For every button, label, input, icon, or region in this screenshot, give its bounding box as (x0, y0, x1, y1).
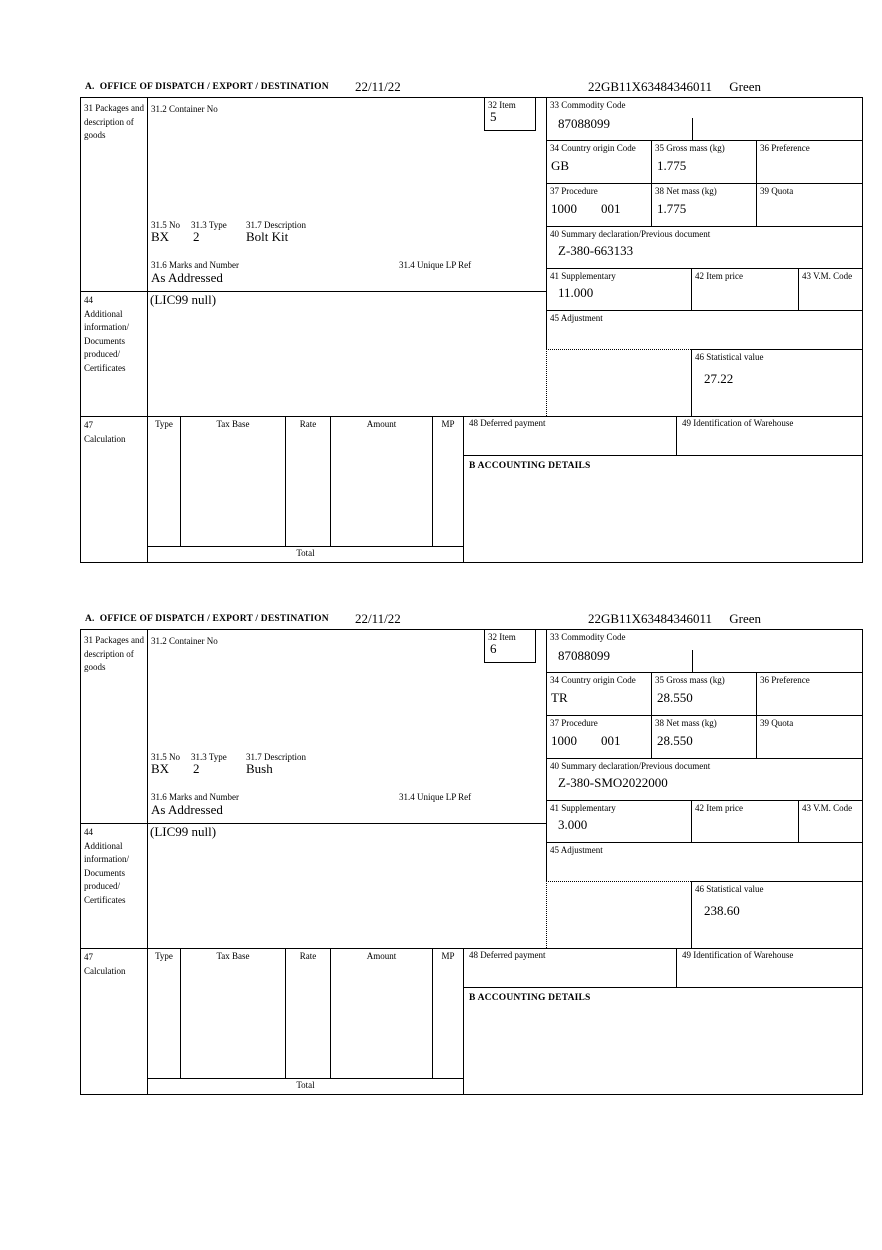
statistical-value: 238.60 (704, 903, 740, 918)
country-origin-value: GB (551, 158, 570, 173)
block-header (80, 78, 863, 97)
supplementary-label: 41 Supplementary (550, 803, 616, 813)
summary-declaration-label: 40 Summary declaration/Previous document (550, 229, 711, 239)
warehouse-id-label: 49 Identification of Warehouse (682, 418, 794, 428)
country-origin-label: 34 Country origin Code (550, 143, 636, 153)
box-47-number: 47 (84, 952, 93, 962)
box-37-procedure (546, 184, 651, 227)
gross-mass-label: 35 Gross mass (kg) (655, 675, 725, 685)
box-44-number: 44 (84, 827, 93, 837)
adjustment-label: 45 Adjustment (550, 313, 603, 323)
calc-column-type (148, 948, 181, 1078)
box-46-statistical-value (691, 881, 862, 948)
procedure-extension-value: 001 (601, 201, 621, 216)
box-43-vm-code (798, 269, 862, 311)
dashed-divider (546, 349, 547, 416)
preference-label: 36 Preference (760, 675, 810, 685)
box-37-procedure (546, 716, 651, 759)
box-35-gross-mass (651, 141, 756, 184)
route-status: Green (729, 79, 761, 94)
box-44-label (84, 294, 144, 375)
procedure-extension-value: 001 (601, 733, 621, 748)
warehouse-id-label: 49 Identification of Warehouse (682, 950, 794, 960)
commodity-code-divider (692, 650, 693, 672)
box-42-item-price (691, 269, 798, 311)
accounting-details-label: B ACCOUNTING DETAILS (469, 993, 591, 1003)
type-column-header: Type (155, 419, 173, 429)
net-mass-value: 28.550 (657, 733, 693, 748)
summary-declaration-label: 40 Summary declaration/Previous document (550, 761, 711, 771)
calculation-total-label: Total (296, 548, 315, 558)
vm-code-label: 43 V.M. Code (802, 803, 853, 813)
box-39-quota (756, 716, 862, 759)
procedure-value: 1000 (551, 733, 577, 748)
calculation-total-label: Total (296, 1080, 315, 1090)
box-41-supplementary (546, 801, 691, 843)
description-label: 31.7 Description (246, 752, 306, 762)
accounting-details-panel (463, 988, 862, 1094)
box-36-preference (756, 141, 862, 184)
box-47-text: Calculation (84, 433, 126, 444)
vm-code-label: 43 V.M. Code (802, 271, 853, 281)
box-42-item-price (691, 801, 798, 843)
box-40-summary-declaration (546, 227, 862, 269)
box-48-deferred-payment (463, 948, 676, 988)
procedure-label: 37 Procedure (550, 186, 598, 196)
marks-value: As Addressed (151, 270, 223, 285)
marks-value: As Addressed (151, 802, 223, 817)
box-44-text: Additional information/ Documents produced/ Certificates (84, 840, 129, 905)
commodity-code-divider (692, 118, 693, 140)
quota-label: 39 Quota (760, 186, 794, 196)
deferred-payment-label: 48 Deferred payment (469, 418, 546, 428)
calc-column-tax-base (181, 948, 286, 1078)
box-41-supplementary (546, 269, 691, 311)
declaration-reference (588, 611, 761, 627)
block-header (80, 610, 863, 629)
type-column-header: Type (155, 951, 173, 961)
box-33-commodity-code (546, 630, 862, 673)
amount-column-header: Amount (366, 419, 397, 429)
package-no-label: 31.5 No (151, 752, 180, 762)
calc-column-amount (331, 948, 433, 1078)
net-mass-label: 38 Net mass (kg) (655, 718, 717, 728)
container-no-label: 31.2 Container No (151, 636, 218, 646)
box-31-label: 31 Packages and description of goods (84, 635, 144, 672)
amount-column-header: Amount (366, 951, 397, 961)
divider (148, 1078, 463, 1079)
box-45-adjustment (546, 843, 862, 881)
calc-column-tax-base (181, 416, 286, 546)
package-no-label: 31.5 No (151, 220, 180, 230)
package-type-value: 2 (193, 229, 200, 244)
goods-description-value: Bolt Kit (246, 229, 289, 244)
item-label: 32 Item (488, 632, 516, 642)
supplementary-label: 41 Supplementary (550, 271, 616, 281)
box-38-net-mass (651, 716, 756, 759)
mrn-number: 22GB11X63484346011 (588, 79, 712, 94)
box-38-net-mass (651, 184, 756, 227)
calc-column-mp (433, 948, 463, 1078)
package-type-label: 31.3 Type (191, 752, 227, 762)
sad-form (80, 629, 863, 1095)
package-type-label: 31.3 Type (191, 220, 227, 230)
tax-base-column-header: Tax Base (216, 951, 250, 961)
calc-column-mp (433, 416, 463, 546)
deferred-payment-label: 48 Deferred payment (469, 950, 546, 960)
box-34-country-origin (546, 673, 651, 716)
net-mass-value: 1.775 (657, 201, 687, 216)
declaration-item-block (80, 78, 863, 564)
additional-info-value: (LIC99 null) (150, 824, 217, 839)
box-35-gross-mass (651, 673, 756, 716)
unique-lp-ref-label: 31.4 Unique LP Ref (399, 792, 472, 802)
dashed-divider (546, 881, 547, 948)
statistical-value-label: 46 Statistical value (695, 352, 764, 362)
route-status: Green (729, 611, 761, 626)
box-44-label (84, 826, 144, 907)
box-44-text: Additional information/ Documents produced/ Certificates (84, 308, 129, 373)
package-type-value: 2 (193, 761, 200, 776)
gross-mass-value: 1.775 (657, 158, 687, 173)
calc-column-amount (331, 416, 433, 546)
box-49-warehouse (676, 416, 862, 456)
container-no-label: 31.2 Container No (151, 104, 218, 114)
gross-mass-label: 35 Gross mass (kg) (655, 143, 725, 153)
commodity-code-value: 87088099 (558, 116, 610, 131)
mrn-number: 22GB11X63484346011 (588, 611, 712, 626)
commodity-code-label: 33 Commodity Code (550, 100, 626, 110)
commodity-code-label: 33 Commodity Code (550, 632, 626, 642)
supplementary-units-value: 3.000 (558, 817, 588, 832)
item-number-value: 5 (490, 109, 497, 124)
package-count-value: BX (151, 761, 170, 776)
gross-mass-value: 28.550 (657, 690, 693, 705)
calc-column-type (148, 416, 181, 546)
rate-column-header: Rate (299, 951, 317, 961)
accounting-details-label: B ACCOUNTING DETAILS (469, 461, 591, 471)
declaration-date: 22/11/22 (355, 611, 401, 626)
tax-base-column-header: Tax Base (216, 419, 250, 429)
goods-description-value: Bush (246, 761, 273, 776)
box-31-label: 31 Packages and description of goods (84, 103, 144, 140)
item-label: 32 Item (488, 100, 516, 110)
unique-lp-ref-label: 31.4 Unique LP Ref (399, 260, 472, 270)
mp-column-header: MP (441, 419, 455, 429)
statistical-value-label: 46 Statistical value (695, 884, 764, 894)
procedure-value: 1000 (551, 201, 577, 216)
box-34-country-origin (546, 141, 651, 184)
box-33-commodity-code (546, 98, 862, 141)
divider (148, 546, 463, 547)
box-47-text: Calculation (84, 965, 126, 976)
procedure-label: 37 Procedure (550, 718, 598, 728)
summary-declaration-value: Z-380-SMO2022000 (558, 775, 668, 790)
item-number-value: 6 (490, 641, 497, 656)
marks-label: 31.6 Marks and Number (151, 260, 239, 270)
box-44-number: 44 (84, 295, 93, 305)
item-price-label: 42 Item price (695, 271, 743, 281)
sad-form (80, 97, 863, 563)
description-label: 31.7 Description (246, 220, 306, 230)
statistical-value: 27.22 (704, 371, 734, 386)
dashed-divider (546, 349, 691, 350)
calc-column-rate (286, 416, 331, 546)
rate-column-header: Rate (299, 419, 317, 429)
country-origin-label: 34 Country origin Code (550, 675, 636, 685)
box-32-item (484, 98, 536, 131)
box-47-label (84, 951, 144, 978)
accounting-details-panel (463, 456, 862, 562)
box-39-quota (756, 184, 862, 227)
package-count-value: BX (151, 229, 170, 244)
declaration-item-block (80, 610, 863, 1096)
box-47-label (84, 419, 144, 446)
box-40-summary-declaration (546, 759, 862, 801)
summary-declaration-value: Z-380-663133 (558, 243, 634, 258)
quota-label: 39 Quota (760, 718, 794, 728)
left-label-column (81, 98, 148, 562)
box-47-number: 47 (84, 420, 93, 430)
left-label-column (81, 630, 148, 1094)
net-mass-label: 38 Net mass (kg) (655, 186, 717, 196)
item-price-label: 42 Item price (695, 803, 743, 813)
calc-column-rate (286, 948, 331, 1078)
dashed-divider (546, 881, 691, 882)
box-48-deferred-payment (463, 416, 676, 456)
preference-label: 36 Preference (760, 143, 810, 153)
commodity-code-value: 87088099 (558, 648, 610, 663)
box-45-adjustment (546, 311, 862, 349)
additional-info-value: (LIC99 null) (150, 292, 217, 307)
country-origin-value: TR (551, 690, 568, 705)
box-49-warehouse (676, 948, 862, 988)
marks-label: 31.6 Marks and Number (151, 792, 239, 802)
box-43-vm-code (798, 801, 862, 843)
adjustment-label: 45 Adjustment (550, 845, 603, 855)
box-46-statistical-value (691, 349, 862, 416)
box-36-preference (756, 673, 862, 716)
box-32-item (484, 630, 536, 663)
supplementary-units-value: 11.000 (558, 285, 594, 300)
declaration-reference (588, 79, 761, 95)
declaration-date: 22/11/22 (355, 79, 401, 94)
mp-column-header: MP (441, 951, 455, 961)
office-of-dispatch-label: A. OFFICE OF DISPATCH / EXPORT / DESTINATION (85, 82, 329, 92)
office-of-dispatch-label: A. OFFICE OF DISPATCH / EXPORT / DESTINATION (85, 614, 329, 624)
